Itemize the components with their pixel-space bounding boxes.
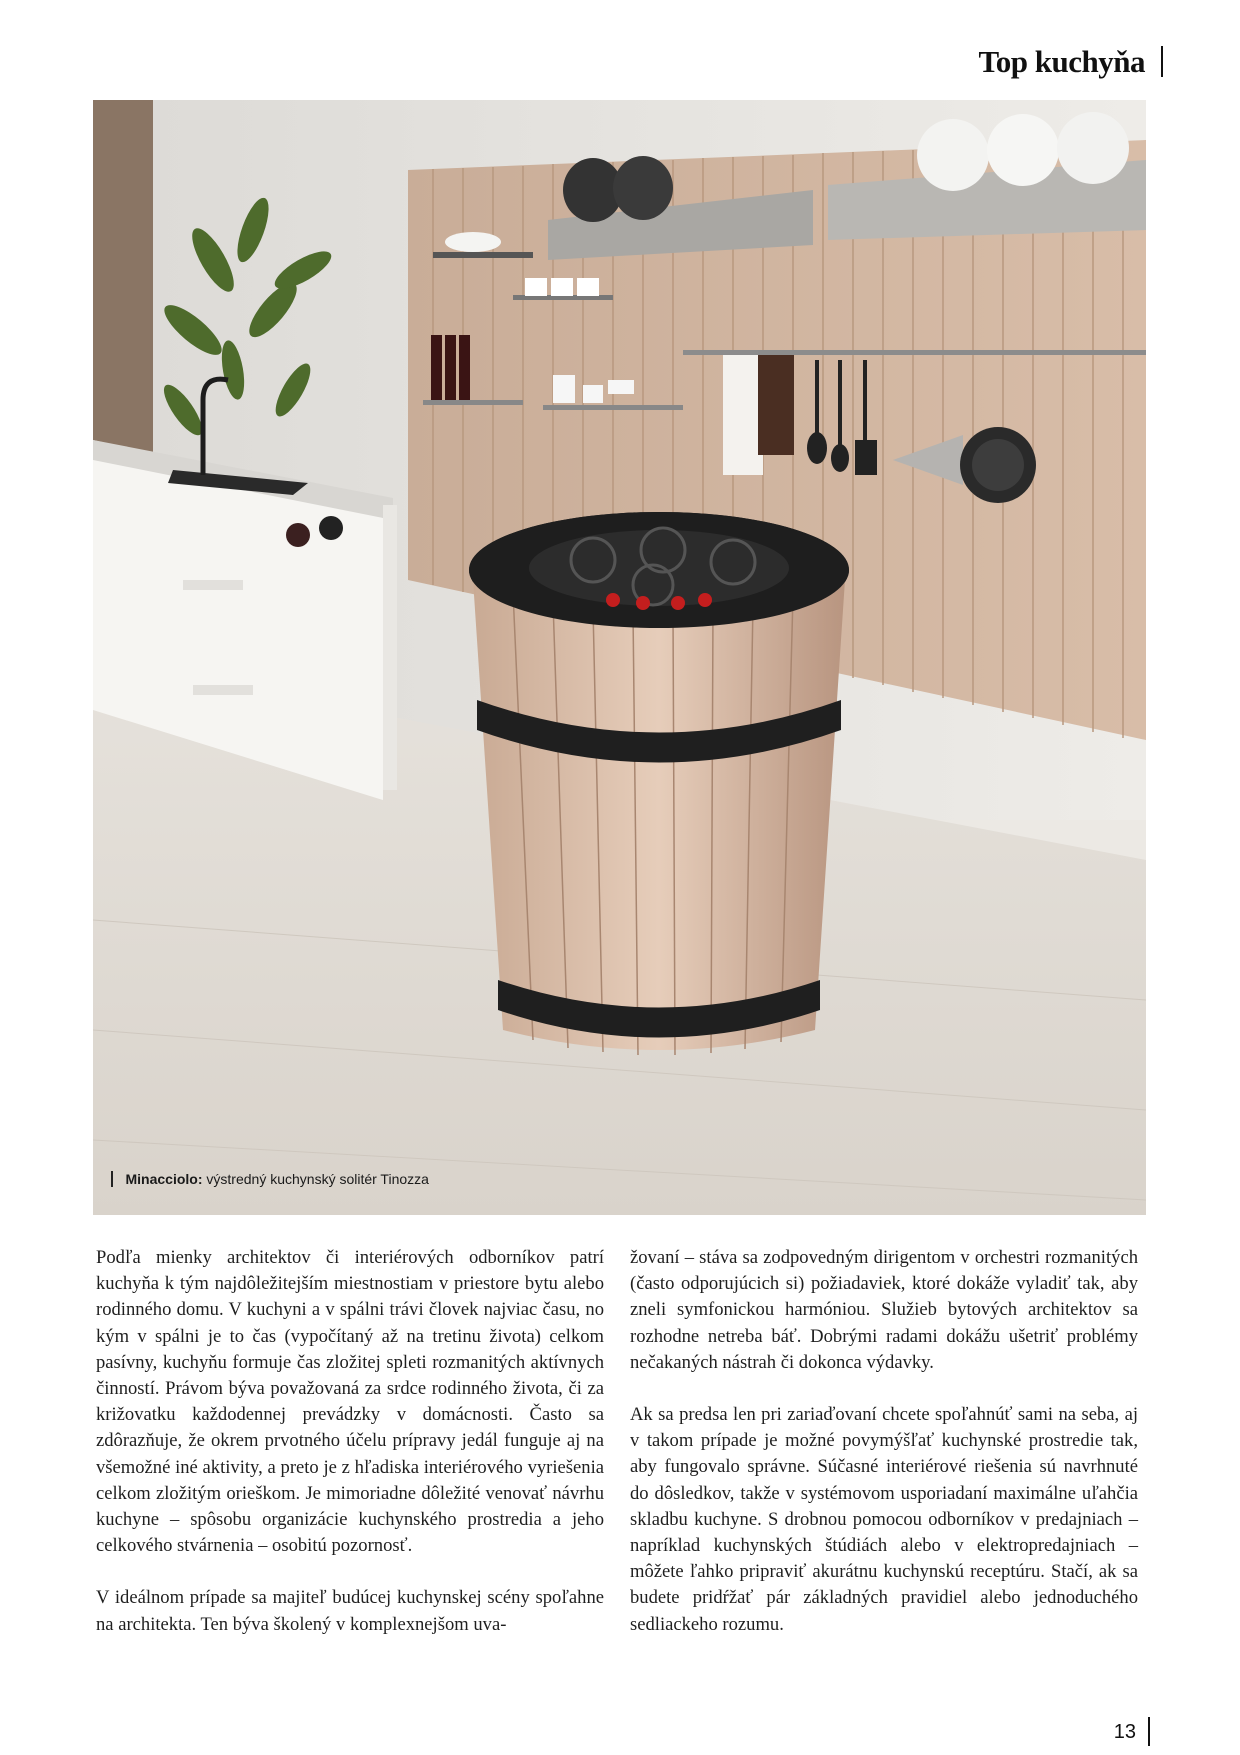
caption-divider: [111, 1171, 113, 1187]
paragraph: žovaní – stáva sa zodpovedným dirigentom v orchestri rozmanitých (často odporujúcich si) požiadaviek, ktoré dokáže vyladiť tak, aby zneli symfonickou harmóniou. Služieb bytových architektov sa rozhodne netreba báť. Dobrými radami dokážu ušetriť problémy nečakaných nástrah či dokonca výdavky.: [630, 1247, 1138, 1373]
kitchen-photo: [93, 100, 1146, 1215]
header-divider: [1161, 46, 1163, 77]
article-column-right: [630, 1245, 1138, 1664]
paragraph: V ideálnom prípade sa majiteľ budúcej kuchynskej scény spoľahne na architekta. Ten býva školený v komplexnejšom uva-: [96, 1587, 604, 1635]
page-header-title: Top kuchyňa: [978, 44, 1145, 79]
caption-text: výstredný kuchynský solitér Tinozza: [202, 1171, 429, 1187]
article-column-left: [96, 1245, 604, 1664]
photo-caption: [111, 1171, 429, 1187]
caption-brand: Minacciolo:: [125, 1171, 203, 1187]
page-number-divider: [1148, 1717, 1150, 1746]
paragraph: Podľa mienky architektov či interiérových odborníkov patrí kuchyňa k tým najdôležitejším miestnostiam v priestore bytu alebo rodinného domu. V kuchyni a v spálni trávi človek najviac času, no kým v spálni je to čas (vypočítaný až na tretinu života) celkom pasívny, kuchyňu formuje čas zložitej spleti rozmanitých aktívnych činností. Právom býva považovaná za srdce rodinného života, či za križovatku každodennej prevádzky v domácnosti. Často sa zdôrazňuje, že okrem prvotného účelu prípravy jedál funguje aj na všemožné iné aktivity, a preto je z hľadiska interiérového vyriešenia celkom zložitým orieškom. Je mimoriadne dôležité venovať návrhu kuchyne – spôsobu organizácie kuchynského prostredia a jeho celkového stvárnenia – osobitú pozornosť.: [96, 1247, 604, 1557]
page-number: 13: [1113, 1721, 1136, 1743]
kitchen-illustration: [93, 100, 1146, 1215]
paragraph: Ak sa predsa len pri zariaďovaní chcete spoľahnúť sami na seba, aj v takom prípade je možné povymýšľať kuchynské prostredie tak, aby fungovalo správne. Súčasné interiérové riešenia sú navrhnuté do dôsledkov, takže v systémovom usporiadaní maximálne uľahčia skladbu kuchyne. S drobnou pomocou odborníkov v predajniach – napríklad kuchynských štúdiách alebo v elektropredajniach – môžete ľahko pripraviť akurátnu kuchynskú receptúru. Stačí, ak sa budete pridŕžať pár základných pravidiel alebo jednoduchého sedliackeho rozumu.: [630, 1404, 1138, 1635]
